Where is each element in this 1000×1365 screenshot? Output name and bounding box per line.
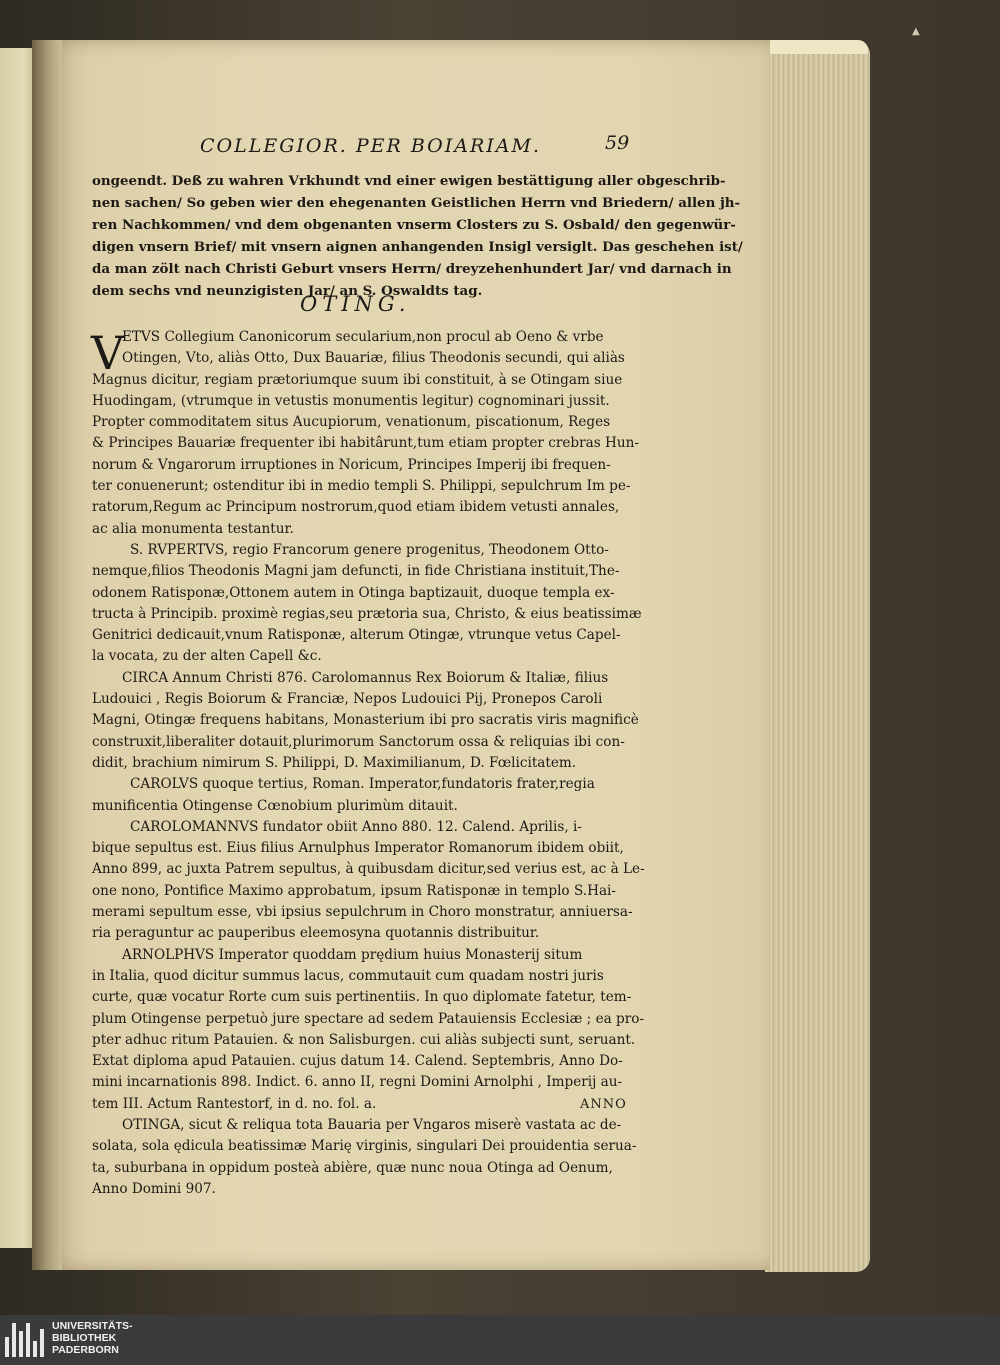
- latin-line: & Principes Bauariæ frequenter ibi habitârunt,tum etiam propter crebras Hun-: [92, 435, 639, 452]
- latin-text-block: [92, 327, 645, 1200]
- page-number: 59: [605, 132, 630, 154]
- latin-line: norum & Vngarorum irruptiones in Noricum, Principes Imperij ibi frequen-: [92, 456, 611, 473]
- latin-line: ARNOLPHVS Imperator quoddam prędium huius Monasterij situm: [122, 946, 583, 963]
- latin-line: Magni, Otingæ frequens habitans, Monasterium ibi pro sacratis viris magnificè: [92, 712, 639, 729]
- latin-line: Extat diploma apud Patauien. cujus datum 14. Calend. Septembris, Anno Do-: [92, 1053, 623, 1070]
- latin-line: odonem Ratisponæ,Ottonem autem in Otinga baptizauit, duoque templa ex-: [92, 584, 615, 601]
- latin-line: Otingen, Vto, aliàs Otto, Dux Bauariæ, filius Theodonis secundi, qui aliàs: [122, 350, 625, 367]
- latin-line: CAROLOMANNVS fundator obiit Anno 880. 12. Calend. Aprilis, i-: [130, 818, 582, 835]
- latin-line: munificentia Otingense Cœnobium plurimùm ditauit.: [92, 797, 458, 814]
- latin-line: ta, suburbana in oppidum posteà abière, quæ nunc noua Otinga ad Oenum,: [92, 1159, 613, 1176]
- latin-line: didit, brachium nimirum S. Philippi, D. Maximilianum, D. Fœlicitatem.: [92, 754, 577, 771]
- latin-line: tem III. Actum Rantestorf, in d. no. fol. a.: [92, 1095, 377, 1112]
- latin-line: ac alia monumenta testantur.: [92, 520, 294, 537]
- latin-line: one nono, Pontifice Maximo approbatum, ipsum Ratisponæ in templo S.Hai-: [92, 882, 616, 899]
- latin-line: OTINGA, sicut & reliqua tota Bauaria per Vngaros miserè vastata ac de-: [122, 1116, 622, 1133]
- page-gutter: [32, 40, 62, 1270]
- latin-line: ter conuenerunt; ostenditur ibi in medio templi S. Philippi, sepulchrum Im pe-: [92, 478, 631, 495]
- latin-line: pter adhuc ritum Patauien. & non Salisburgen. cui aliàs subjecti sunt, seruant.: [92, 1031, 636, 1048]
- running-head: COLLEGIOR. PER BOIARIAM.: [200, 135, 542, 157]
- german-line: dem sechs vnd neunzigisten Jar/ an S. Oswaldts tag.: [92, 283, 483, 299]
- library-logo-text: [52, 1320, 133, 1356]
- german-line: da man zölt nach Christi Geburt vnsers Herrn/ dreyzehenhundert Jar/ vnd darnach in: [92, 261, 732, 277]
- latin-line: Anno Domini 907.: [92, 1180, 216, 1197]
- latin-line: solata, sola ędicula beatissimæ Marię virginis, singulari Dei prouidentia serua-: [92, 1138, 637, 1155]
- latin-line: Anno 899, ac juxta Patrem sepultus, à quibusdam dicitur,sed verius est, ac à Le-: [92, 861, 645, 878]
- latin-line: mini incarnationis 898. Indict. 6. anno II, regni Domini Arnolphi , Imperij au-: [92, 1074, 623, 1091]
- latin-line: la vocata, zu der alten Capell &c.: [92, 648, 322, 665]
- section-title: OTING.: [300, 292, 411, 316]
- latin-line: ria peraguntur ac pauperibus eleemosyna quotannis distribuitur.: [92, 925, 540, 942]
- book-fore-edge-top: [768, 40, 868, 54]
- german-line: digen vnsern Brief/ mit vnsern aignen anhangenden Insigl versiglt. Das geschehen ist/: [92, 239, 743, 255]
- latin-line: CAROLVS quoque tertius, Roman. Imperator,fundatoris frater,regia: [130, 776, 595, 793]
- latin-line: ratorum,Regum ac Principum nostrorum,quod etiam ibidem vetusti annales,: [92, 499, 620, 516]
- latin-line: in Italia, quod dicitur summus lacus, commutauit cum quadam nostri juris: [92, 967, 604, 984]
- latin-line: plum Otingense perpetuò jure spectare ad sedem Patauiensis Ecclesiæ ; ea pro-: [92, 1010, 645, 1027]
- latin-line: tructa à Principib. proximè regias,seu prætoria sua, Christo, & eius beatissimæ: [92, 605, 642, 622]
- latin-line: Huodingam, (vtrumque in vetustis monumentis legitur) cognominari jussit.: [92, 392, 610, 409]
- latin-line: nemque,filios Theodonis Magni jam defuncti, in fide Christiana instituit,The-: [92, 563, 620, 580]
- latin-line: Ludouici , Regis Boiorum & Franciæ, Nepos Ludouici Pij, Pronepos Caroli: [92, 691, 603, 708]
- drop-cap-initial: V: [91, 326, 125, 380]
- book-fore-edge: [765, 40, 870, 1272]
- logo-line: BIBLIOTHEK: [52, 1332, 117, 1344]
- latin-line: merami sepultum esse, vbi ipsius sepulchrum in Choro monstratur, anniuersa-: [92, 904, 633, 921]
- scan-corner-mark: ▲: [912, 26, 920, 37]
- latin-line: S. RVPERTVS, regio Francorum genere progenitus, Theodonem Otto-: [130, 541, 609, 558]
- catchword: ANNO: [580, 1097, 627, 1112]
- german-text-block: [92, 170, 743, 302]
- logo-line: PADERBORN: [52, 1344, 119, 1356]
- latin-line: CIRCA Annum Christi 876. Carolomannus Rex Boiorum & Italiæ, filius: [122, 669, 609, 686]
- latin-line: construxit,liberaliter dotauit,plurimorum Sanctorum ossa & reliquias ibi con-: [92, 733, 625, 750]
- german-line: ongeendt. Deß zu wahren Vrkhundt vnd einer ewigen bestättigung aller obgeschrib-: [92, 173, 726, 189]
- latin-line: Genitrici dedicauit,vnum Ratisponæ, alterum Otingæ, vtrunque vetus Capel-: [92, 627, 621, 644]
- latin-line: ETVS Collegium Canonicorum secularium,non procul ab Oeno & vrbe: [122, 329, 604, 345]
- german-line: ren Nachkommen/ vnd dem obgenanten vnserm Closters zu S. Osbald/ den gegenwür-: [92, 217, 736, 233]
- latin-line: bique sepultus est. Eius filius Arnulphus Imperator Romanorum ibidem obiit,: [92, 840, 624, 857]
- latin-line: curte, quæ vocatur Rorte cum suis pertinentiis. In quo diplomate fatetur, tem-: [92, 989, 632, 1006]
- footer-bar: [0, 1315, 1000, 1365]
- latin-line: Magnus dicitur, regiam prætoriumque suum ibi constituit, à se Otingam siue: [92, 371, 623, 388]
- logo-line: UNIVERSITÄTS-: [52, 1320, 133, 1332]
- german-line: nen sachen/ So geben wier den ehegenanten Geistlichen Herrn vnd Briedern/ allen jh-: [92, 195, 741, 211]
- latin-line: Propter commoditatem situs Aucupiorum, venationum, piscationum, Reges: [92, 414, 611, 431]
- library-logo-icon: [5, 1323, 45, 1357]
